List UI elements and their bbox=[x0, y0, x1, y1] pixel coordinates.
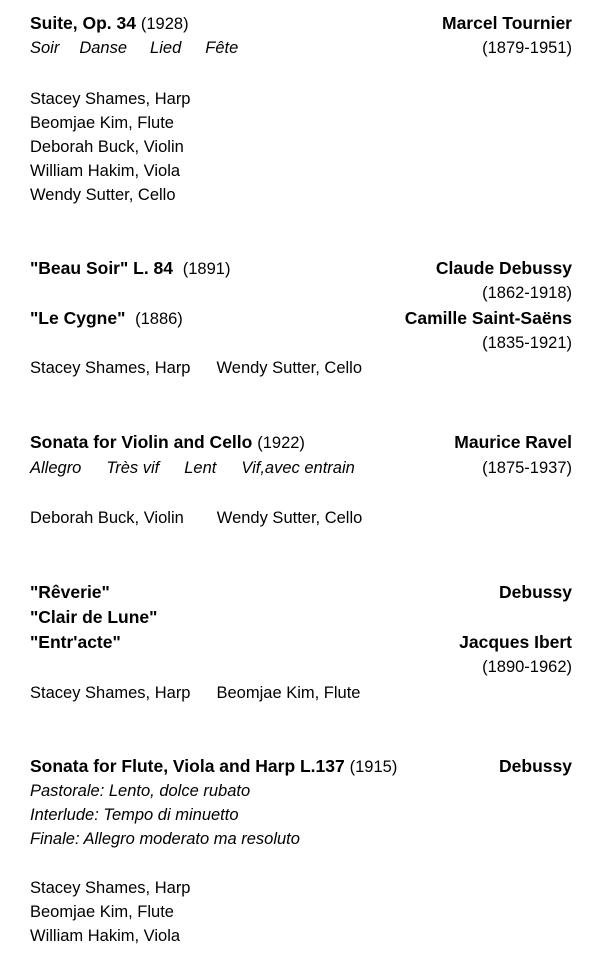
movement: Pastorale: Lento, dolce rubato bbox=[30, 782, 251, 800]
piece-title-clair-de-lune: "Clair de Lune" bbox=[30, 607, 158, 627]
performer: Wendy Sutter, Cello bbox=[30, 186, 176, 204]
performer: Stacey Shames, Harp bbox=[30, 684, 191, 702]
composer-dates: (1890-1962) bbox=[482, 658, 572, 676]
performer: Wendy Sutter, Cello bbox=[216, 359, 363, 377]
performer: Beomjae Kim, Flute bbox=[216, 684, 361, 702]
piece-title-suite: Suite, Op. 34 (1928) bbox=[30, 13, 189, 33]
movement: Lent bbox=[184, 459, 217, 477]
movement: Allegro bbox=[30, 459, 82, 477]
composer-ravel: Maurice Ravel bbox=[454, 432, 572, 452]
piece-title-le-cygne: "Le Cygne" (1886) bbox=[30, 308, 183, 328]
movement: Danse bbox=[79, 39, 128, 57]
performer: Stacey Shames, Harp bbox=[30, 90, 191, 108]
movement: Finale: Allegro moderato ma resoluto bbox=[30, 830, 300, 848]
piece-year: (1928) bbox=[140, 15, 189, 33]
movement: Fête bbox=[205, 39, 239, 57]
performer: Deborah Buck, Violin bbox=[30, 138, 184, 156]
performer: Wendy Sutter, Cello bbox=[216, 509, 363, 527]
performers-line bbox=[30, 357, 362, 379]
piece-year: (1891) bbox=[182, 260, 231, 278]
composer-debussy: Debussy bbox=[499, 582, 572, 602]
composer-dates: (1835-1921) bbox=[482, 334, 572, 352]
piece-year: (1886) bbox=[135, 310, 183, 328]
movement: Lied bbox=[150, 39, 182, 57]
piece-title-reverie: "Rêverie" bbox=[30, 582, 110, 602]
performer: William Hakim, Viola bbox=[30, 927, 181, 945]
performer: Deborah Buck, Violin bbox=[30, 509, 184, 527]
movements-suite bbox=[30, 37, 238, 59]
performers-line bbox=[30, 682, 360, 704]
piece-title-beau-soir: "Beau Soir" L. 84 (1891) bbox=[30, 258, 231, 278]
movement: Interlude: Tempo di minuetto bbox=[30, 806, 239, 824]
composer-dates: (1879-1951) bbox=[482, 39, 572, 57]
piece-title-entracte: "Entr'acte" bbox=[30, 632, 121, 652]
composer-ibert: Jacques Ibert bbox=[459, 632, 572, 652]
movement: Vif,avec entrain bbox=[241, 459, 355, 477]
performer: William Hakim, Viola bbox=[30, 162, 181, 180]
movements-ravel bbox=[30, 457, 355, 479]
piece-year: (1915) bbox=[349, 758, 398, 776]
movement: Soir bbox=[30, 39, 60, 57]
movement: Très vif bbox=[106, 459, 160, 477]
composer-debussy: Debussy bbox=[499, 756, 572, 776]
performer: Stacey Shames, Harp bbox=[30, 359, 191, 377]
composer-tournier: Marcel Tournier bbox=[442, 13, 572, 33]
composer-dates: (1862-1918) bbox=[482, 284, 572, 302]
composer-dates: (1875-1937) bbox=[482, 459, 572, 477]
performer: Beomjae Kim, Flute bbox=[30, 114, 174, 132]
piece-title-ravel-sonata: Sonata for Violin and Cello (1922) bbox=[30, 432, 305, 452]
performer: Stacey Shames, Harp bbox=[30, 879, 191, 897]
performer: Beomjae Kim, Flute bbox=[30, 903, 174, 921]
composer-debussy: Claude Debussy bbox=[435, 258, 572, 278]
piece-year: (1922) bbox=[257, 434, 305, 452]
piece-title-debussy-trio-sonata: Sonata for Flute, Viola and Harp L.137 (1915) bbox=[30, 756, 398, 776]
composer-saint-saens: Camille Saint-Saëns bbox=[404, 308, 572, 328]
performers-line bbox=[30, 507, 362, 529]
